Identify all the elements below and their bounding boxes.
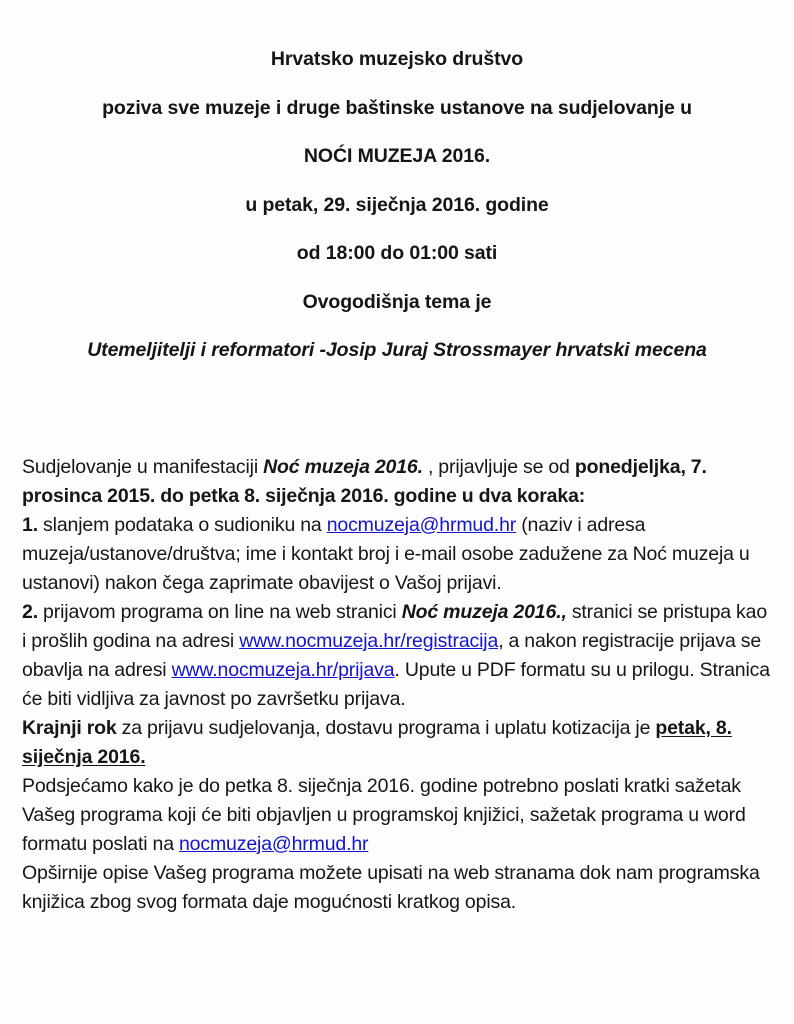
email-link-hrmud-secondary[interactable]: nocmuzeja@hrmud.hr <box>178 832 369 855</box>
heading-event-date: u petak, 29. siječnja 2016. godine <box>245 193 549 216</box>
paragraph-deadline <box>22 714 772 772</box>
paragraph-step-2 <box>22 598 772 714</box>
paragraph-reminder <box>22 772 772 859</box>
step-1-text-1: slanjem podataka o sudioniku na <box>37 513 327 536</box>
body-block <box>0 453 794 917</box>
deadline-label: Krajnji rok <box>22 716 117 739</box>
deadline-text-1: za prijavu sudjelovanja, dostavu programa i uplatu kotizacija je <box>116 716 656 739</box>
paragraph-intro <box>22 453 772 511</box>
intro-text-2: , prijavljuje se od <box>422 455 575 478</box>
paragraph-step-1 <box>22 511 772 598</box>
deadline-date: petak, 8. siječnja 2016. <box>22 716 732 768</box>
step-2-text-1: prijavom programa on line na web stranici <box>37 600 402 623</box>
step-1-text-2: (naziv i adresa muzeja/ustanove/društva; ime i kontakt broj i e-mail osobe zadužene za Noć muzeja u ustanovi) nakon čega zaprimate obavijest o Vašoj prijavi. <box>22 513 750 594</box>
step-2-text-4: . Upute u PDF formatu su u prilogu. Stranica će biti vidljiva za javnost po završetku prijava. <box>22 658 770 710</box>
step-2-text-3: , a nakon registracije prijava se obavlja na adresi <box>22 629 762 681</box>
application-link[interactable]: www.nocmuzeja.hr/prijava <box>171 658 395 681</box>
step-2-event-name: Noć muzeja 2016., <box>401 600 567 623</box>
heading-event-time: od 18:00 do 01:00 sati <box>296 242 498 264</box>
heading-organization: Hrvatsko muzejsko društvo <box>270 48 524 70</box>
heading-invitation: poziva sve muzeje i druge baštinske ustanove na sudjelovanje u <box>102 96 692 119</box>
heading-theme-title: Utemeljitelji i reformatori -Josip Juraj Strossmayer hrvatski mecena <box>87 339 707 361</box>
step-2-number: 2. <box>22 600 38 623</box>
paragraph-closing: Opširnije opise Vašeg programa možete upisati na web stranama dok nam programska knjižica zbog svog formata daje mogućnosti kratkog opisa. <box>22 861 760 913</box>
heading-theme-label: Ovogodišnja tema je <box>302 290 492 313</box>
step-1-number: 1. <box>22 513 38 536</box>
intro-event-name: Noć muzeja 2016. <box>263 455 423 478</box>
email-link-hrmud[interactable]: nocmuzeja@hrmud.hr <box>326 513 517 536</box>
registration-link[interactable]: www.nocmuzeja.hr/registracija <box>239 629 499 652</box>
reminder-text-1: Podsjećamo kako je do petka 8. siječnja 2016. godine potrebno poslati kratki sažetak Vašeg programa koji će biti objavljen u programskoj knjižici, sažetak programa u word formatu poslati na <box>22 774 746 855</box>
step-2-text-2: stranici se pristupa kao i prošlih godina na adresi <box>22 600 768 652</box>
heading-event-title: NOĆI MUZEJA 2016. <box>303 145 491 167</box>
intro-text-1: Sudjelovanje u manifestaciji <box>22 455 264 478</box>
heading-block <box>0 0 794 361</box>
intro-deadline-range: ponedjeljka, 7. prosinca 2015. do petka 8. siječnja 2016. godine u dva koraka: <box>22 455 707 507</box>
